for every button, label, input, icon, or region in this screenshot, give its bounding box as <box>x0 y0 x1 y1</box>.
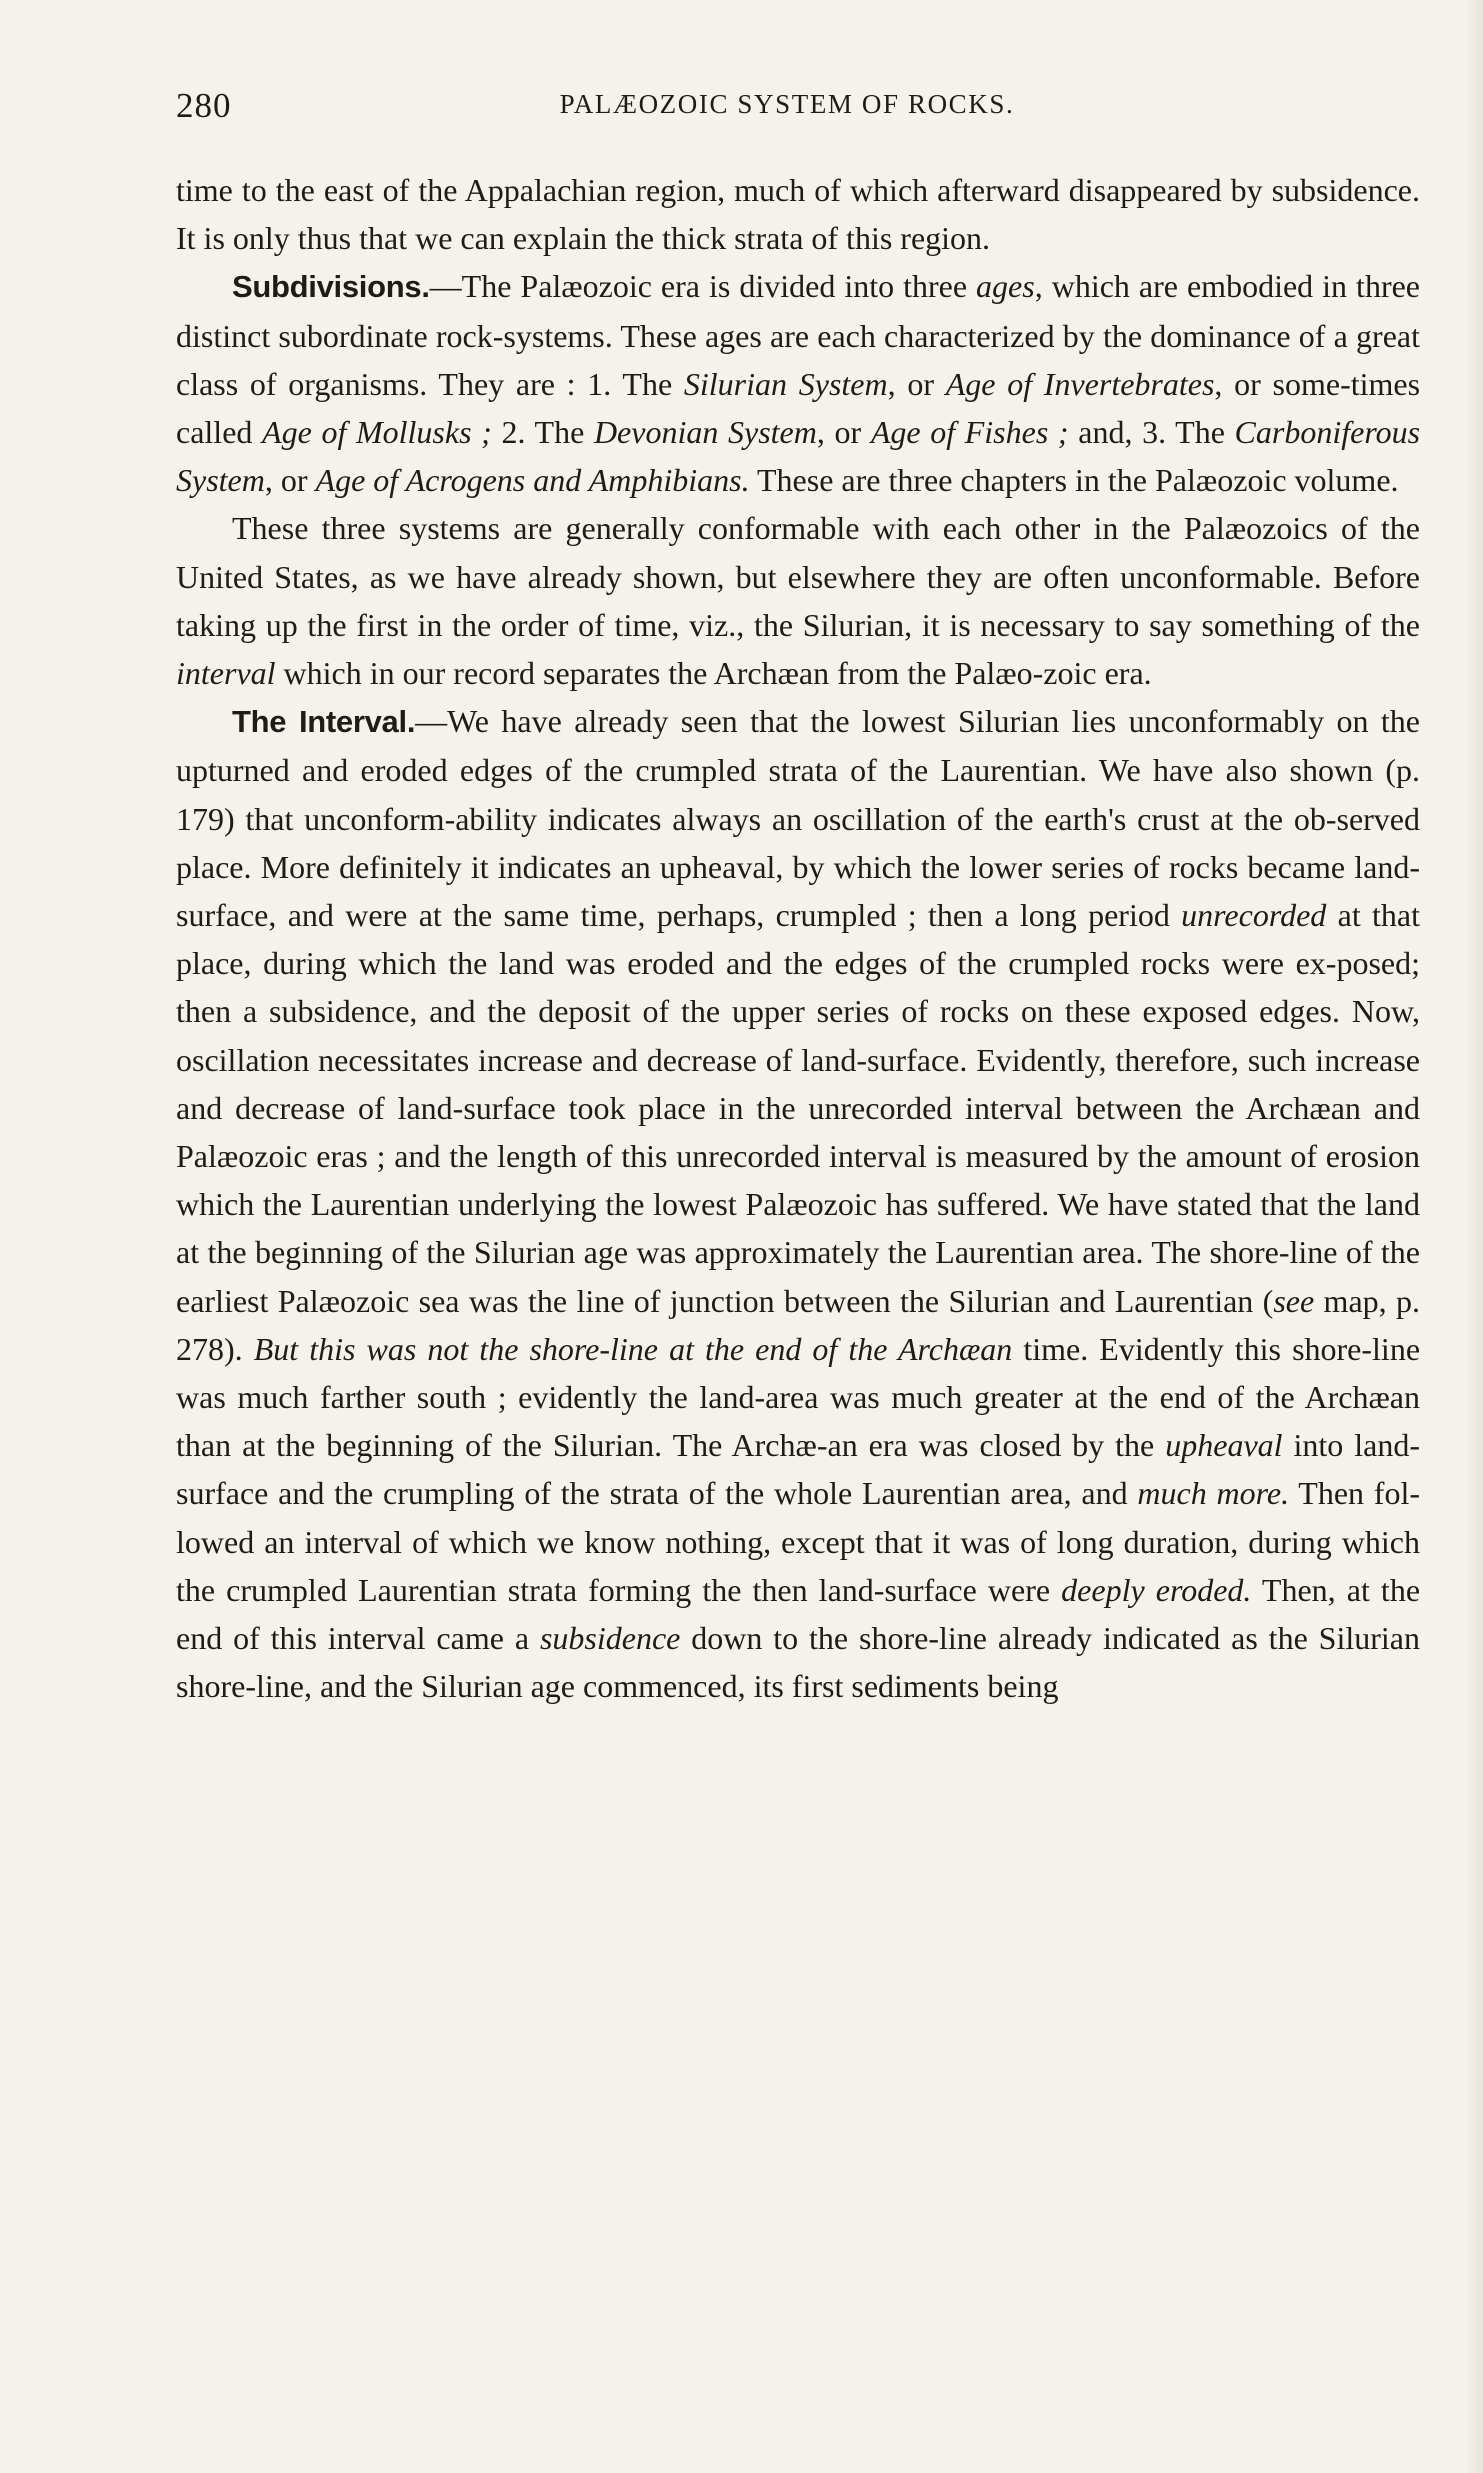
paragraph-continued <box>176 166 1420 262</box>
text-run: and, 3. The <box>1068 414 1235 451</box>
text-run: —The Palæozoic era is divided into three <box>429 268 977 305</box>
text-run: at that place, during which the land was eroded and the edges of the crumpled rocks were ex-posed; then a subsidence, and the deposit of the upper series of rocks on these exposed edges. Now, oscillation necessitates increase and decrease of land-surface. Evidently, therefore, such increase and decrease of land-surface took place in the unrecorded interval between the Archæan and Palæozoic eras ; and the length of this unrecorded interval is measured by the amount of erosion which the Laurentian underlying the lowest Palæozoic has suffered. We have stated that the land at the beginning of the Silurian age was approximately the Laurentian area. The shore-line of the earliest Palæozoic sea was the line of junction between the Silurian and Laurentian ( <box>176 897 1421 1319</box>
italic-run: But this was not the shore-line at the end of the Archæan <box>253 1330 1013 1367</box>
italic-run: unrecorded <box>1181 897 1327 934</box>
text-run: Then fol-lowed an interval of which we know nothing, except that it was of long duration, during which the crumpled Laurentian strata forming the then land-surface were <box>176 1475 1421 1608</box>
paragraph-three-systems <box>176 504 1420 697</box>
text-run: which in our record separates the Archæan from the Palæo-zoic era. <box>275 655 1152 692</box>
italic-run: Carboniferous System <box>176 414 1421 499</box>
text-run: , or <box>264 462 316 499</box>
italic-run: Age of Invertebrates <box>945 365 1215 402</box>
text-run: Then, at the end of this interval came a <box>176 1571 1421 1657</box>
paragraph-subdivisions <box>176 262 1420 504</box>
section-heading-interval: The Interval. <box>232 704 416 740</box>
page-number: 280 <box>176 86 232 125</box>
italic-run: ages <box>976 268 1035 305</box>
italic-run: subsidence <box>539 1620 681 1657</box>
page-edge-shadow <box>1465 0 1483 2473</box>
text-run: These three systems are generally conformable with each other in the Palæozoics of the United States, as we have already shown, but elsewhere they are often unconformable. Before taking up the first in the order of time, viz., the Silurian, it is necessary to say something of the <box>176 510 1420 643</box>
text-run: 2. The <box>491 414 594 451</box>
italic-run: Silurian System <box>683 365 888 402</box>
italic-run: deeply eroded. <box>1061 1571 1252 1608</box>
italic-run: Age of Fishes ; <box>870 414 1069 451</box>
text-run: into land-surface and the crumpling of the strata of the whole Laurentian area, and <box>176 1427 1421 1512</box>
text-run: These are three chapters in the Palæozoic volume. <box>749 462 1399 499</box>
running-title: PALÆOZOIC SYSTEM OF ROCKS. <box>559 89 1015 119</box>
italic-run: see <box>1273 1282 1315 1319</box>
running-head <box>176 86 1398 136</box>
text-run: , which are embodied in three distinct subordinate rock-systems. These ages are each characterized by the dominance of a great class of organisms. They are : 1. The <box>176 268 1420 402</box>
paragraph-interval <box>176 697 1420 1710</box>
text-run: time to the east of the Appalachian region, much of which afterward disappeared by subsidence. It is only thus that we can explain the thick strata of this region. <box>176 172 1420 257</box>
italic-run: Age of Mollusks ; <box>262 414 492 451</box>
text-run: , or <box>887 365 946 402</box>
italic-run: upheaval <box>1165 1427 1283 1464</box>
body-text <box>176 166 1420 1711</box>
text-run: time. Evidently this shore-line was much farther south ; evidently the land-area was much greater at the end of the Archæan than at the beginning of the Silurian. The Archæ-an era was closed by the <box>176 1330 1421 1464</box>
section-heading-subdivisions: Subdivisions. <box>232 269 430 305</box>
text-run: , or some-times called <box>176 365 1421 451</box>
text-run: —We have already seen that the lowest Silurian lies unconformably on the upturned and eroded edges of the crumpled strata of the Laurentian. We have also shown (p. 179) that unconform-ability indicates always an oscillation of the earth's crust at the ob-served place. More definitely it indicates an upheaval, by which the lower series of rocks became land-surface, and were at the same time, perhaps, crumpled ; then a long period <box>176 703 1421 934</box>
italic-run: much more. <box>1137 1475 1290 1512</box>
text-run: , or <box>816 414 871 451</box>
text-run: down to the shore-line already indicated as the Silurian shore-line, and the Silurian age commenced, its first sediments being <box>176 1620 1421 1705</box>
italic-run: Age of Acrogens and Amphibians. <box>315 462 750 499</box>
italic-run: interval <box>176 655 276 692</box>
italic-run: Devonian System <box>593 414 817 451</box>
text-run: map, p. 278). <box>176 1282 1421 1367</box>
